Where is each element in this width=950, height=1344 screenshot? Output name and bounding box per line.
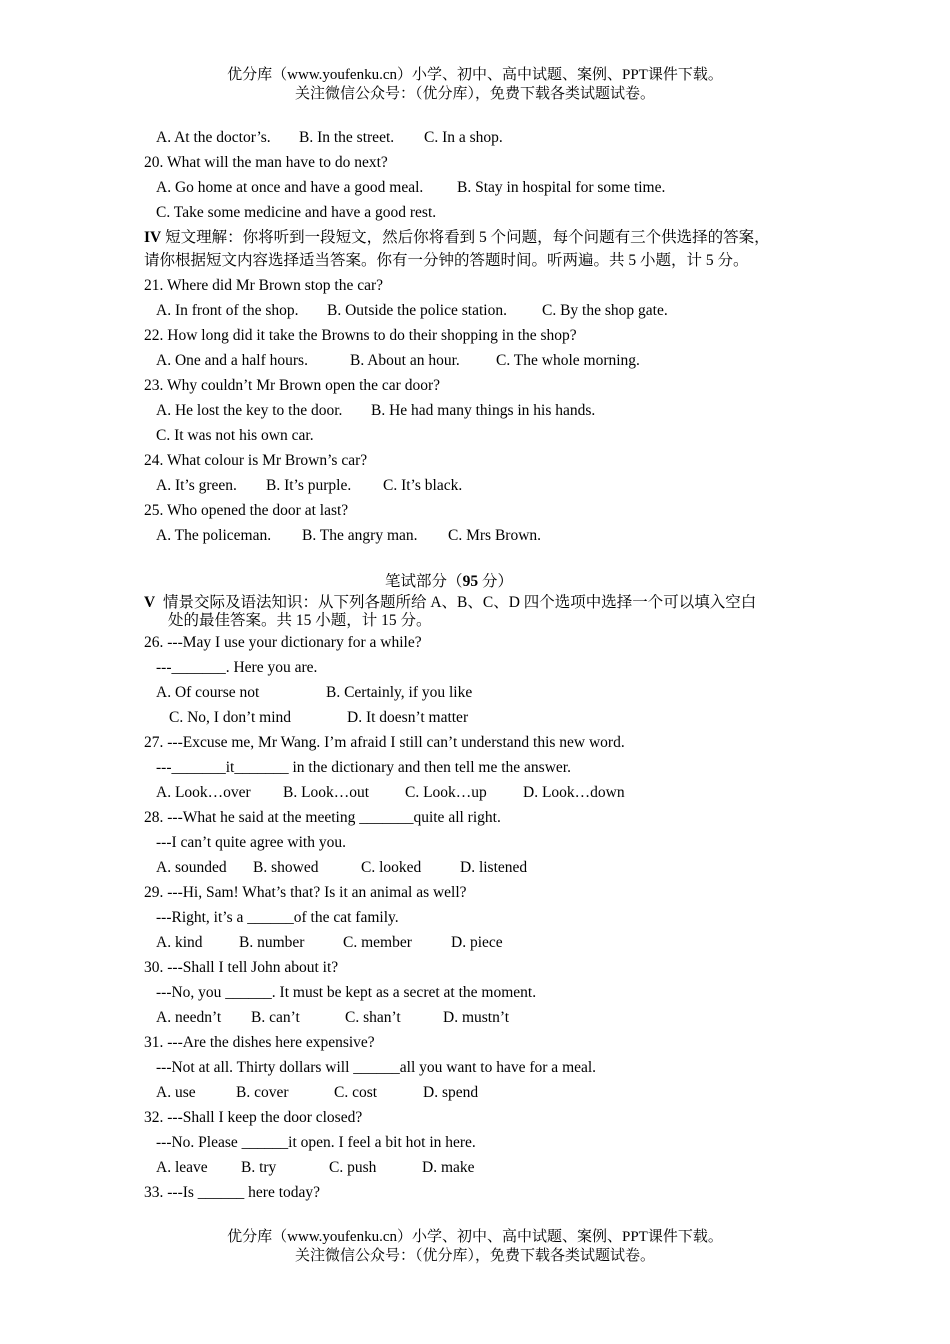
q27-line-1: 27. ---Excuse me, Mr Wang. I’m afraid I still can’t understand this new word. (144, 734, 625, 751)
q31-option-c: C. cost (334, 1084, 378, 1101)
q19-option-c: C. In a shop. (424, 129, 503, 146)
q27-options (144, 780, 824, 805)
q27-line-2: ---_______it_______ in the dictionary and then tell me the answer. (156, 759, 571, 776)
q28-option-a: A. sounded (156, 859, 227, 876)
q28-options (144, 855, 824, 880)
q22-options (144, 348, 824, 373)
q21-option-a: A. In front of the shop. (156, 302, 299, 319)
q25-options (144, 523, 824, 548)
q22-option-c: C. The whole morning. (496, 352, 640, 369)
section-4-line-1: 短文理解：你将听到一段短文，然后你将看到 5 个问题，每个问题有三个供选择的答案， (165, 229, 770, 246)
q27-option-d: D. Look…down (523, 784, 625, 801)
q22-option-a: A. One and a half hours. (156, 352, 308, 369)
q32-options (144, 1155, 824, 1180)
q26-option-a: A. Of course not (156, 684, 260, 701)
q27-option-b: B. Look…out (283, 784, 370, 801)
q24-option-b: B. It’s purple. (266, 477, 352, 494)
q26-options-row1 (144, 680, 824, 705)
header-line-1: 优分库（www.youfenku.cn）小学、初中、高中试题、案例、PPT课件下载。 (227, 67, 723, 83)
q23-option-a: A. He lost the key to the door. (156, 402, 343, 419)
q26-options-row2 (144, 705, 824, 730)
section-5-line-2: 处的最佳答案。共 15 小题，计 15 分。 (168, 612, 432, 629)
q21-question: 21. Where did Mr Brown stop the car? (144, 277, 384, 294)
q25-option-c: C. Mrs Brown. (448, 527, 542, 544)
q20-option-c: C. Take some medicine and have a good rest. (156, 204, 437, 221)
q26-option-c: C. No, I don’t mind (169, 709, 291, 726)
q29-line-2: ---Right, it’s a ______of the cat family. (156, 909, 399, 926)
q31-line-1: 31. ---Are the dishes here expensive? (144, 1034, 375, 1051)
exam-content (144, 125, 824, 1205)
q26-line-1: 26. ---May I use your dictionary for a while? (144, 634, 422, 651)
q19-option-a: A. At the doctor’s. (156, 129, 271, 146)
q25-option-b: B. The angry man. (302, 527, 418, 544)
page-header (0, 66, 950, 104)
q31-option-b: B. cover (236, 1084, 289, 1101)
q29-option-b: B. number (239, 934, 305, 951)
section-5-instructions (144, 594, 824, 630)
written-title-post: 分） (478, 573, 513, 590)
q24-question: 24. What colour is Mr Brown’s car? (144, 452, 368, 469)
q33-line-1: 33. ---Is ______ here today? (144, 1184, 321, 1201)
q32-option-a: A. leave (156, 1159, 208, 1176)
section-4-line-2: 请你根据短文内容选择适当答案。你有一分钟的答题时间。听两遍。共 5 小题，计 5 分。 (144, 252, 749, 269)
q30-line-1: 30. ---Shall I tell John about it? (144, 959, 339, 976)
q20-question: 20. What will the man have to do next? (144, 154, 388, 171)
q31-option-d: D. spend (423, 1084, 479, 1101)
written-section-title (144, 570, 824, 594)
section-5-label: V (144, 594, 156, 611)
page-footer (0, 1228, 950, 1266)
q26-option-b: B. Certainly, if you like (326, 684, 473, 701)
footer-line-2: 关注微信公众号：（优分库），免费下载各类试题试卷。 (294, 1248, 655, 1264)
q27-option-c: C. Look…up (405, 784, 487, 801)
q23-options-row1 (144, 398, 824, 423)
q21-option-b: B. Outside the police station. (327, 302, 507, 319)
q30-options (144, 1005, 824, 1030)
q28-option-b: B. showed (253, 859, 319, 876)
q31-line-2: ---Not at all. Thirty dollars will ______all you want to have for a meal. (156, 1059, 597, 1076)
q20-options-row1 (144, 175, 824, 200)
q23-option-c: C. It was not his own car. (156, 427, 314, 444)
q26-line-2: ---_______. Here you are. (156, 659, 318, 676)
q28-option-c: C. looked (361, 859, 422, 876)
q24-option-c: C. It’s black. (383, 477, 463, 494)
footer-line-1: 优分库（www.youfenku.cn）小学、初中、高中试题、案例、PPT课件下载。 (227, 1229, 723, 1245)
q32-option-b: B. try (241, 1159, 277, 1176)
q23-option-b: B. He had many things in his hands. (371, 402, 596, 419)
q31-options (144, 1080, 824, 1105)
q23-question: 23. Why couldn’t Mr Brown open the car door? (144, 377, 441, 394)
q29-options (144, 930, 824, 955)
q27-option-a: A. Look…over (156, 784, 251, 801)
header-line-2: 关注微信公众号：（优分库），免费下载各类试题试卷。 (294, 86, 655, 102)
section-5-line-1: 情景交际及语法知识：从下列各题所给 A、B、C、D 四个选项中选择一个可以填入空白 (162, 594, 757, 611)
q30-option-a: A. needn’t (156, 1009, 222, 1026)
q21-option-c: C. By the shop gate. (542, 302, 668, 319)
section-4-instructions (144, 226, 824, 272)
q25-question: 25. Who opened the door at last? (144, 502, 349, 519)
q19-option-b: B. In the street. (299, 129, 395, 146)
q19-options (144, 125, 824, 150)
q30-option-b: B. can’t (251, 1009, 300, 1026)
q29-option-a: A. kind (156, 934, 203, 951)
q20-option-a: A. Go home at once and have a good meal. (156, 179, 424, 196)
q20-option-b: B. Stay in hospital for some time. (457, 179, 666, 196)
q32-option-c: C. push (329, 1159, 377, 1176)
q32-line-2: ---No. Please ______it open. I feel a bit hot in here. (156, 1134, 476, 1151)
q24-options (144, 473, 824, 498)
q26-option-d: D. It doesn’t matter (347, 709, 469, 726)
q28-line-1: 28. ---What he said at the meeting _______quite all right. (144, 809, 501, 826)
q21-options (144, 298, 824, 323)
q25-option-a: A. The policeman. (156, 527, 272, 544)
q30-option-c: C. shan’t (345, 1009, 401, 1026)
q24-option-a: A. It’s green. (156, 477, 237, 494)
q32-line-1: 32. ---Shall I keep the door closed? (144, 1109, 363, 1126)
q30-option-d: D. mustn’t (443, 1009, 510, 1026)
q22-question: 22. How long did it take the Browns to do their shopping in the shop? (144, 327, 577, 344)
q28-line-2: ---I can’t quite agree with you. (156, 834, 346, 851)
q22-option-b: B. About an hour. (350, 352, 460, 369)
written-title-pre: 笔试部分（ (385, 573, 463, 590)
q32-option-d: D. make (422, 1159, 475, 1176)
q29-line-1: 29. ---Hi, Sam! What’s that? Is it an animal as well? (144, 884, 467, 901)
written-score: 95 (462, 573, 479, 590)
q28-option-d: D. listened (460, 859, 528, 876)
q29-option-d: D. piece (451, 934, 503, 951)
q31-option-a: A. use (156, 1084, 196, 1101)
q29-option-c: C. member (343, 934, 412, 951)
section-4-label: IV (144, 229, 162, 246)
q30-line-2: ---No, you ______. It must be kept as a secret at the moment. (156, 984, 537, 1001)
